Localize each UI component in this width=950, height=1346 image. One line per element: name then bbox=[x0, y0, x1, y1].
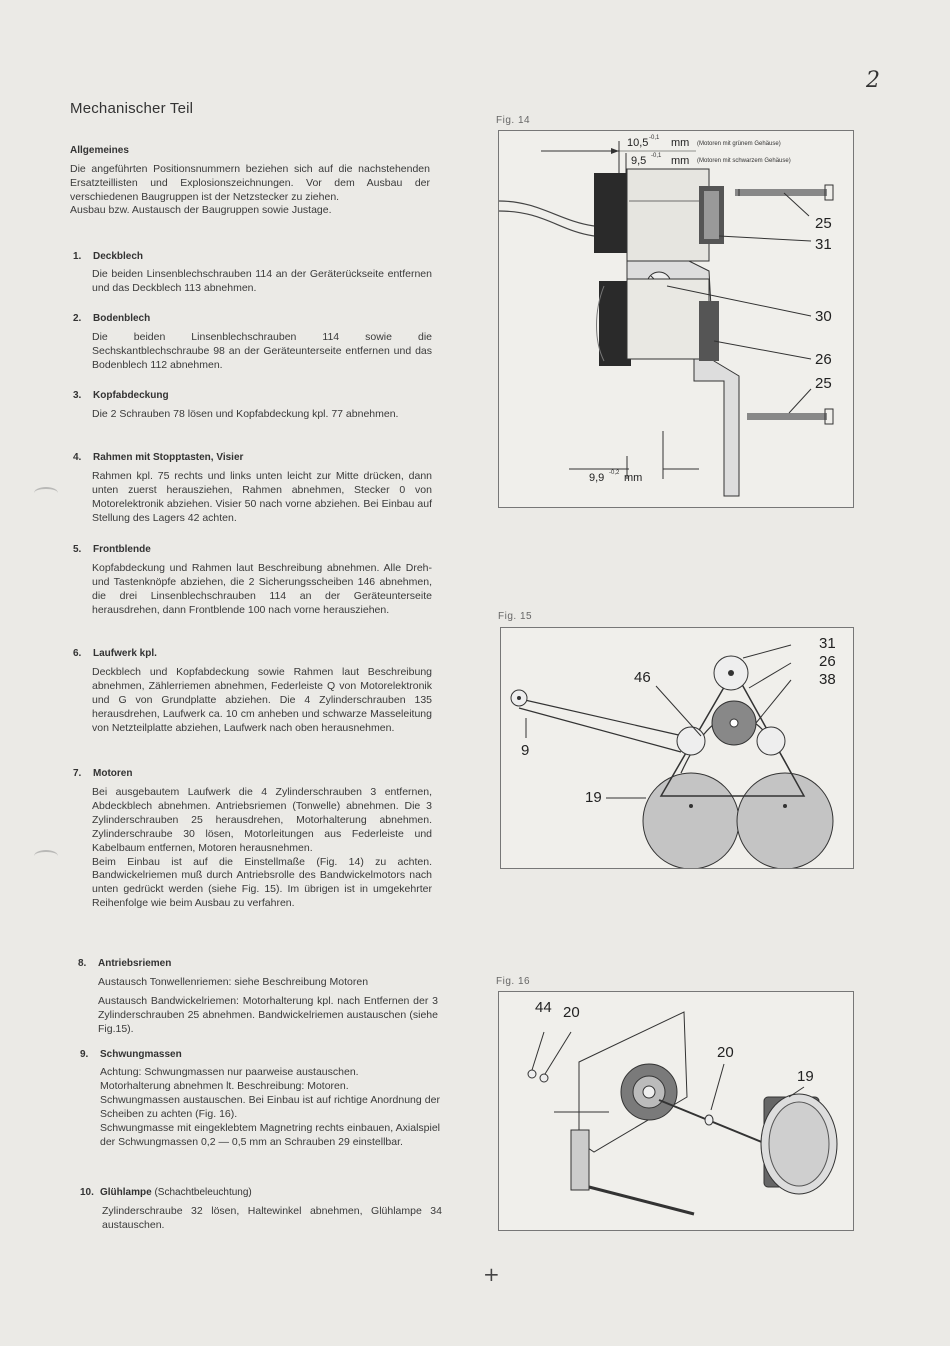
fig14-callout: 31 bbox=[815, 236, 832, 253]
dim-top-tol: -0,1 bbox=[649, 135, 660, 141]
section-paragraph: Die 2 Schrauben 78 lösen und Kopfabdeckung kpl. 77 abnehmen. bbox=[92, 408, 399, 420]
fig14-callout: 25 bbox=[815, 215, 832, 232]
section-paragraph: Beim Einbau ist auf die Einstellmaße (Fig. 14) zu achten. Bandwickelriemen muß durch Antriebsrolle des Bandwickelmotors nach unten gedrückt werden (siehe Fig. 15). Im übrigen ist in umgekehrter Reihenfolge wie beim Ausbau zu verfahren. bbox=[92, 855, 432, 910]
dim-top-value: 10,5 bbox=[627, 137, 649, 149]
footer-mark: + bbox=[483, 1262, 500, 1286]
figure-16-label: Fig. 16 bbox=[496, 976, 531, 987]
figure-16 bbox=[498, 991, 854, 1231]
scan-artifact bbox=[34, 487, 58, 499]
section-title: Motoren bbox=[93, 768, 133, 779]
page-title: Mechanischer Teil bbox=[70, 100, 194, 117]
figure-15-drawing bbox=[501, 628, 853, 868]
section-heading bbox=[80, 1187, 252, 1198]
dim-bottom-unit: mm bbox=[624, 472, 643, 484]
section-paragraph: Bei ausgebautem Laufwerk die 4 Zylinderschrauben 3 entfernen, Abdeckblech abnehmen. Antriebsriemen (Tonwelle) abnehmen. Die 3 Zylinderschrauben 25 herausdrehen, Motorhalterung abnehmen. Zylinderschraube 30 lösen, Motorleitungen aus Federleiste und Kabelbaum entfernen, Motoren herausnehmen. bbox=[92, 786, 432, 854]
section-heading bbox=[73, 452, 243, 463]
section-paragraph: Die beiden Linsenblechschrauben 114 sowie die Sechskantblechschraube 98 an der Geräteunterseite entfernen und das Bodenblech 112 abnehmen. bbox=[92, 331, 432, 371]
figure-16-drawing bbox=[499, 992, 853, 1230]
section-body bbox=[92, 666, 432, 736]
section-body bbox=[92, 470, 432, 526]
section-body bbox=[98, 976, 438, 1037]
section-paragraph: Schwungmasse mit eingeklebtem Magnetring rechts einbauen, Axialspiel der Schwungmassen 0,2 — 0,5 mm an Schrauben 29 einstellbar. bbox=[100, 1121, 440, 1148]
dim-bottom-tol: -0,2 bbox=[609, 470, 620, 476]
fig15-callout: 26 bbox=[819, 653, 836, 670]
figure-14 bbox=[498, 130, 854, 508]
fig15-callout: 19 bbox=[585, 789, 602, 806]
section-body bbox=[100, 1066, 440, 1149]
section-title: Schwungmassen bbox=[100, 1049, 182, 1060]
section-paragraph: Schwungmassen austauschen. Bei Einbau ist auf richtige Anordnung der Scheiben zu achten (Fig. 16). bbox=[100, 1093, 440, 1120]
section-number: 10. bbox=[80, 1187, 94, 1198]
section-number: 4. bbox=[73, 452, 82, 463]
section-heading bbox=[80, 1049, 182, 1060]
section-paragraph: Deckblech und Kopfabdeckung sowie Rahmen laut Beschreibung abnehmen, Zählerriemen abnehmen, Federleiste Q von Motorelektronik und G von Grundplatte abziehen. Die 4 Zylinderschrauben 135 herausdrehen, Laufwerk ca. 10 cm anheben und schwarze Masseleitung von Netzteilplatte abziehen, Laufwerk nach oben herausnehmen. bbox=[92, 666, 432, 734]
section-title: Frontblende bbox=[93, 544, 151, 555]
section-heading bbox=[73, 313, 150, 324]
section-body bbox=[92, 408, 432, 422]
dim-top-unit: mm bbox=[671, 137, 690, 149]
intro-paragraph: Ausbau bzw. Austausch der Baugruppen sowie Justage. bbox=[70, 204, 332, 217]
section-title: Glühlampe bbox=[100, 1187, 152, 1198]
section-paragraph: Rahmen kpl. 75 rechts und links unten leicht zur Mitte drücken, dann unten zuerst herausziehen, Rahmen abnehmen, Stecker 0 von Motorelektronik abziehen. Visier 50 nach vorne abziehen. Bei Einbau auf Stellung des Lagers 42 achten. bbox=[92, 470, 432, 524]
section-number: 8. bbox=[78, 958, 87, 969]
section-paragraph: Kopfabdeckung und Rahmen laut Beschreibung abnehmen. Alle Dreh- und Tastenknöpfe abziehen, die 2 Sicherungsscheiben 146 abnehmen, die drei Linsenblechschrauben 114 an der Geräteunterseite herausdrehen, dann Frontblende 100 nach vorne herausziehen. bbox=[92, 562, 432, 616]
section-paragraph: Die beiden Linsenblechschrauben 114 an der Geräterückseite entfernen und das Deckblech 113 abnehmen. bbox=[92, 268, 432, 294]
section-heading bbox=[73, 390, 169, 401]
section-title-suffix: (Schachtbeleuchtung) bbox=[151, 1187, 252, 1198]
page-number: 2 bbox=[866, 68, 880, 93]
section-title: Antriebsriemen bbox=[98, 958, 172, 969]
figure-14-label: Fig. 14 bbox=[496, 115, 531, 126]
dim-mid-unit: mm bbox=[671, 155, 690, 167]
figure-15-label: Fig. 15 bbox=[498, 611, 533, 622]
section-heading bbox=[78, 958, 171, 969]
fig16-callout: 19 bbox=[797, 1068, 814, 1085]
dim-mid-value: 9,5 bbox=[631, 155, 647, 167]
intro-text bbox=[70, 163, 430, 218]
intro-paragraph: Die angeführten Positionsnummern beziehen sich auf die nachstehenden Ersatzteillisten und Explosionszeichnungen. Vor dem Ausbau der verschiedenen Baugruppen ist der Netzstecker zu ziehen. bbox=[70, 163, 430, 203]
section-title: Deckblech bbox=[93, 251, 144, 262]
section-number: 6. bbox=[73, 648, 82, 659]
section-paragraph: Austausch Tonwellenriemen: siehe Beschreibung Motoren bbox=[98, 976, 369, 988]
section-title: Laufwerk kpl. bbox=[93, 648, 157, 659]
fig15-callout: 38 bbox=[819, 671, 836, 688]
section-body bbox=[92, 786, 432, 911]
figure-14-drawing bbox=[499, 131, 853, 507]
fig16-callout: 44 bbox=[535, 999, 552, 1016]
scan-artifact bbox=[34, 850, 58, 862]
section-title: Bodenblech bbox=[93, 313, 151, 324]
fig15-callout: 46 bbox=[634, 669, 651, 686]
section-body bbox=[92, 562, 432, 618]
section-number: 2. bbox=[73, 313, 82, 324]
fig14-callout: 26 bbox=[815, 351, 832, 368]
fig15-callout: 31 bbox=[819, 635, 836, 652]
section-number: 5. bbox=[73, 544, 82, 555]
fig16-callout: 20 bbox=[717, 1044, 734, 1061]
fig14-callout: 30 bbox=[815, 308, 832, 325]
section-number: 3. bbox=[73, 390, 82, 401]
section-heading bbox=[73, 648, 157, 659]
fig14-callout: 25 bbox=[815, 375, 832, 392]
fig16-callout: 20 bbox=[563, 1004, 580, 1021]
fig15-callout: 9 bbox=[521, 742, 530, 759]
dim-top-note: (Motoren mit grünem Gehäuse) bbox=[697, 141, 781, 147]
section-heading bbox=[73, 251, 143, 262]
section-title: Rahmen mit Stopptasten, Visier bbox=[93, 452, 244, 463]
section-paragraph: Austausch Bandwickelriemen: Motorhalterung kpl. nach Entfernen der 3 Zylinderschrauben 25 abnehmen. Bandwickelriemen austauschen (siehe Fig.15). bbox=[98, 994, 438, 1035]
section-heading bbox=[73, 768, 132, 779]
intro-heading: Allgemeines bbox=[70, 145, 129, 156]
section-title: Kopfabdeckung bbox=[93, 390, 169, 401]
section-number: 7. bbox=[73, 768, 82, 779]
figure-15 bbox=[500, 627, 854, 869]
dim-mid-tol: -0,1 bbox=[651, 153, 662, 159]
section-number: 9. bbox=[80, 1049, 89, 1060]
section-body bbox=[92, 331, 432, 373]
section-paragraph: Motorhalterung abnehmen lt. Beschreibung: Motoren. bbox=[100, 1079, 349, 1092]
dim-mid-note: (Motoren mit schwarzem Gehäuse) bbox=[697, 158, 791, 164]
section-heading bbox=[73, 544, 151, 555]
section-paragraph: Zylinderschraube 32 lösen, Haltewinkel abnehmen, Glühlampe 34 austauschen. bbox=[102, 1205, 442, 1231]
section-paragraph: Achtung: Schwungmassen nur paarweise austauschen. bbox=[100, 1066, 359, 1078]
section-body bbox=[92, 268, 432, 296]
section-body bbox=[102, 1205, 442, 1233]
dim-bottom-value: 9,9 bbox=[589, 472, 605, 484]
section-number: 1. bbox=[73, 251, 82, 262]
